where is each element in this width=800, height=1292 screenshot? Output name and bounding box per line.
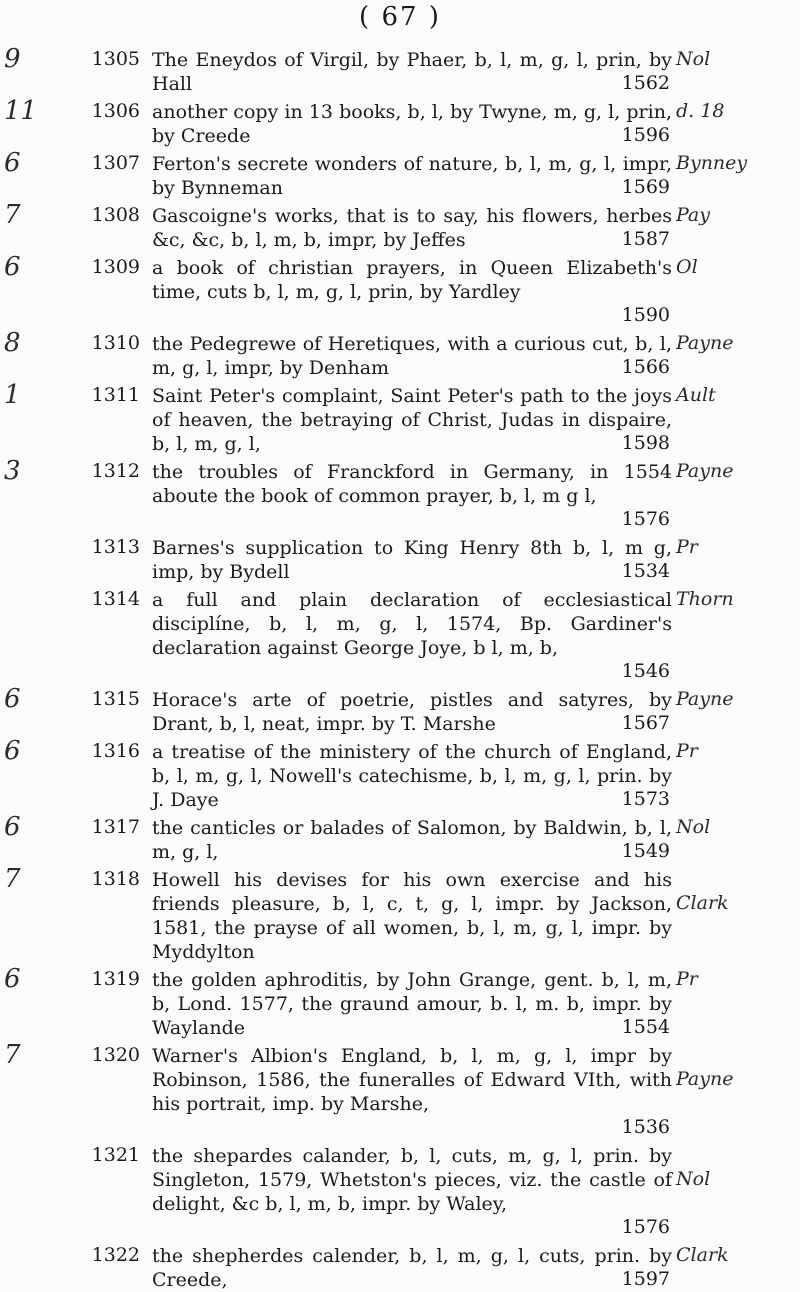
entry-year: 1576 xyxy=(621,1216,670,1238)
lot-number: 1306 xyxy=(91,100,140,122)
lot-number: 1316 xyxy=(91,740,140,762)
entry-text: Barnes's supplication to King Henry 8th b, l, m g, imp, by Bydell xyxy=(152,537,672,583)
lot-number: 1322 xyxy=(91,1244,140,1266)
margin-note: Pr xyxy=(676,968,698,990)
margin-note: d. 18 xyxy=(676,100,725,122)
margin-note: Thorn xyxy=(676,588,734,610)
margin-mark: 9 xyxy=(4,44,21,74)
entry-text: the canticles or balades of Salomon, by Baldwin, b, l, m, g, l, xyxy=(152,817,672,863)
entry-year: 1567 xyxy=(621,712,670,734)
entry-text: a treatise of the ministery of the church of England, b, l, m, g, l, Nowell's catechisme, b, l, m, g, l, prin. by J. Daye xyxy=(152,741,672,811)
entry-year: 1554 xyxy=(621,1016,670,1038)
margin-mark: 6 xyxy=(4,148,21,178)
lot-number: 1320 xyxy=(91,1044,140,1066)
entry-year: 1536 xyxy=(621,1116,670,1138)
lot-number: 1317 xyxy=(91,816,140,838)
margin-note: Payne xyxy=(676,460,734,482)
margin-note: Nol xyxy=(676,48,711,70)
entry-year: 1573 xyxy=(621,788,670,810)
entry-year: 1546 xyxy=(621,660,670,682)
lot-number: 1311 xyxy=(91,384,140,406)
page-number: ( 67 ) xyxy=(359,2,441,32)
entry-year: 1597 xyxy=(621,1268,670,1290)
margin-mark: 7 xyxy=(4,1040,21,1070)
margin-note: Payne xyxy=(676,1068,734,1090)
margin-note: Payne xyxy=(676,332,734,354)
entry-text: the troubles of Franckford in Germany, in 1554 aboute the book of common prayer, b, l, m g l, xyxy=(152,461,672,507)
lot-number: 1315 xyxy=(91,688,140,710)
margin-note: Pr xyxy=(676,740,698,762)
margin-mark: 7 xyxy=(4,200,21,230)
lot-number: 1312 xyxy=(91,460,140,482)
entry-text: the golden aphroditis, by John Grange, gent. b, l, m, b, Lond. 1577, the graund amour, b. l, m. b, impr. by Waylande xyxy=(152,969,672,1039)
lot-number: 1313 xyxy=(91,536,140,558)
margin-mark: 3 xyxy=(4,456,21,486)
margin-mark: 7 xyxy=(4,864,21,894)
lot-number: 1305 xyxy=(91,48,140,70)
entry-text: a book of christian prayers, in Queen Elizabeth's time, cuts b, l, m, g, l, prin, by Yardley xyxy=(152,257,672,303)
entry-text: The Eneydos of Virgil, by Phaer, b, l, m, g, l, prin, by Hall xyxy=(152,49,672,95)
margin-mark: 6 xyxy=(4,252,21,282)
entry-text: Ferton's secrete wonders of nature, b, l, m, g, l, impr, by Bynneman xyxy=(152,153,672,199)
margin-mark: 6 xyxy=(4,812,21,842)
margin-mark: 6 xyxy=(4,736,21,766)
margin-mark: 6 xyxy=(4,684,21,714)
margin-mark: 8 xyxy=(4,328,21,358)
lot-number: 1307 xyxy=(91,152,140,174)
entry-text: Horace's arte of poetrie, pistles and satyres, by Drant, b, l, neat, impr. by T. Marshe xyxy=(152,689,672,735)
margin-note: Nol xyxy=(676,1168,711,1190)
entry-text: the Pedegrewe of Heretiques, with a curious cut, b, l, m, g, l, impr, by Denham xyxy=(152,333,672,379)
entry-year: 1576 xyxy=(621,508,670,530)
margin-note: Ol xyxy=(676,256,698,278)
entry-text: a full and plain declaration of ecclesiastical disciplíne, b, l, m, g, l, 1574, Bp. Gardiner's declaration against George Joye, b l, m, b, xyxy=(152,589,672,659)
margin-mark: 11 xyxy=(4,96,38,126)
lot-number: 1321 xyxy=(91,1144,140,1166)
entry-year: 1569 xyxy=(621,176,670,198)
entry-year: 1598 xyxy=(621,432,670,454)
lot-number: 1314 xyxy=(91,588,140,610)
margin-note: Clark xyxy=(676,1244,729,1266)
entry-text: Warner's Albion's England, b, l, m, g, l, impr by Robinson, 1586, the funeralles of Edward VIth, with his portrait, imp. by Marshe, xyxy=(152,1045,672,1115)
lot-number: 1309 xyxy=(91,256,140,278)
lot-number: 1319 xyxy=(91,968,140,990)
margin-mark: 6 xyxy=(4,964,21,994)
margin-note: Ault xyxy=(676,384,716,406)
lot-number: 1308 xyxy=(91,204,140,226)
margin-mark: 1 xyxy=(4,380,21,410)
entry-year: 1562 xyxy=(621,72,670,94)
margin-note: Pr xyxy=(676,536,698,558)
entry-text: Saint Peter's complaint, Saint Peter's path to the joys of heaven, the betraying of Christ, Judas in dispaire, b, l, m, g, l, xyxy=(152,385,672,455)
margin-note: Clark xyxy=(676,892,729,914)
lot-number: 1310 xyxy=(91,332,140,354)
lot-number: 1318 xyxy=(91,868,140,890)
entry-year: 1566 xyxy=(621,356,670,378)
entry-year: 1587 xyxy=(621,228,670,250)
entry-year: 1534 xyxy=(621,560,670,582)
margin-note: Payne xyxy=(676,688,734,710)
entry-text: another copy in 13 books, b, l, by Twyne, m, g, l, prin, by Creede xyxy=(152,101,672,147)
entry-year: 1549 xyxy=(621,840,670,862)
entry-year: 1596 xyxy=(621,124,670,146)
margin-note: Bynney xyxy=(676,152,748,174)
entry-year: 1590 xyxy=(621,304,670,326)
entry-text: the shepherdes calender, b, l, m, g, l, cuts, prin. by Creede, xyxy=(152,1245,672,1291)
entry-text: the shepardes calander, b, l, cuts, m, g, l, prin. by Singleton, 1579, Whetston's pieces, viz. the castle of delight, &c b, l, m, b, impr. by Waley, xyxy=(152,1145,672,1215)
margin-note: Pay xyxy=(676,204,710,226)
entry-text: Howell his devises for his own exercise and his friends pleasure, b, l, c, t, g, l, impr. by Jackson, 1581, the prayse of all women, b, l, m, g, l, impr. by Myddylton xyxy=(152,869,672,963)
entry-text: Gascoigne's works, that is to say, his flowers, herbes &c, &c, b, l, m, b, impr, by Jeffes xyxy=(152,205,672,251)
margin-note: Nol xyxy=(676,816,711,838)
